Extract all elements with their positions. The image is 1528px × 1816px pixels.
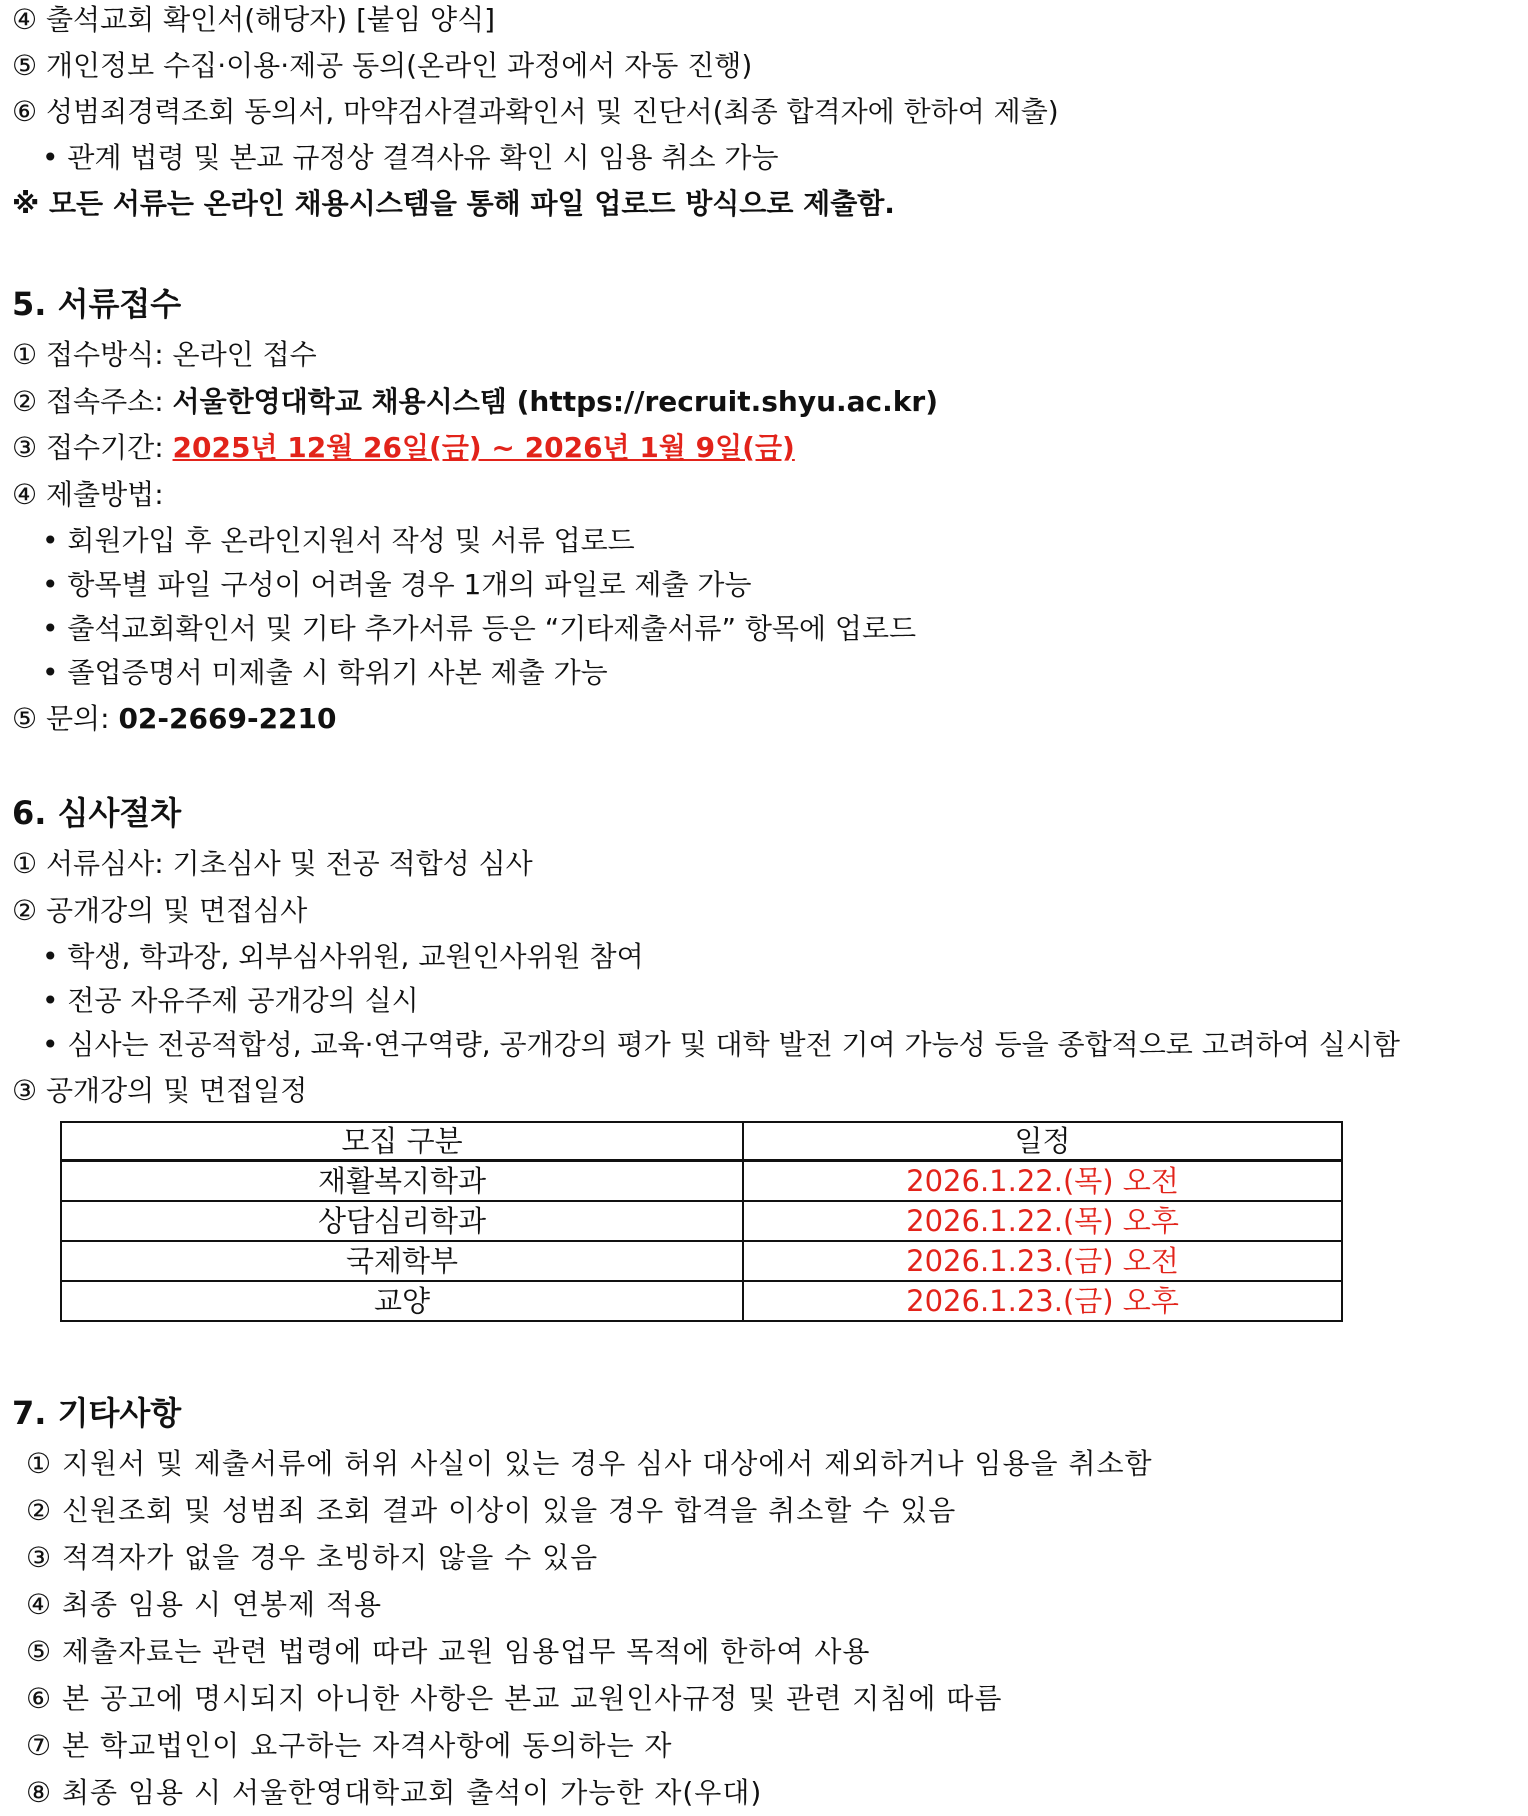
- sec5-item-4: ④ 제출방법:: [12, 478, 164, 511]
- table-cell-department: 재활복지학과: [61, 1161, 743, 1202]
- sec5-item-3-label: ③ 접수기간:: [12, 431, 173, 464]
- required-doc-bullet: • 관계 법령 및 본교 규정상 결격사유 확인 시 임용 취소 가능: [42, 141, 779, 174]
- interview-schedule-table: [60, 1121, 1343, 1322]
- sec5-item-2-label: ② 접속주소:: [12, 385, 173, 418]
- table-cell-date: 2026.1.22.(목) 오전: [743, 1161, 1342, 1202]
- required-doc-item-5: ⑤ 개인정보 수집·이용·제공 동의(온라인 과정에서 자동 진행): [12, 49, 753, 82]
- table-cell-date: 2026.1.22.(목) 오후: [743, 1201, 1342, 1241]
- sec7-item-7: ⑦ 본 학교법인이 요구하는 자격사항에 동의하는 자: [26, 1729, 673, 1762]
- sec6-item-3: ③ 공개강의 및 면접일정: [12, 1074, 308, 1107]
- sec7-item-4: ④ 최종 임용 시 연봉제 적용: [26, 1588, 383, 1621]
- sec6-item-1: ① 서류심사: 기초심사 및 전공 적합성 심사: [12, 847, 533, 880]
- section-7-heading: 7. 기타사항: [12, 1394, 182, 1432]
- required-doc-item-4: ④ 출석교회 확인서(해당자) [붙임 양식]: [12, 3, 496, 36]
- sec6-bullet-2: • 전공 자유주제 공개강의 실시: [42, 984, 419, 1017]
- sec5-bullet-4: • 졸업증명서 미제출 시 학위기 사본 제출 가능: [42, 656, 608, 689]
- sec5-bullet-3: • 출석교회확인서 및 기타 추가서류 등은 “기타제출서류” 항목에 업로드: [42, 612, 917, 645]
- table-cell-department: 상담심리학과: [61, 1201, 743, 1241]
- upload-note: ※ 모든 서류는 온라인 채용시스템을 통해 파일 업로드 방식으로 제출함.: [12, 187, 895, 220]
- table-row: [61, 1241, 1342, 1281]
- section-5-heading: 5. 서류접수: [12, 285, 182, 323]
- sec6-bullet-1: • 학생, 학과장, 외부심사위원, 교원인사위원 참여: [42, 940, 644, 973]
- table-cell-date: 2026.1.23.(금) 오전: [743, 1241, 1342, 1281]
- sec7-item-6: ⑥ 본 공고에 명시되지 아니한 사항은 본교 교원인사규정 및 관련 지침에 따름: [26, 1682, 1003, 1715]
- sec7-item-8: ⑧ 최종 임용 시 서울한영대학교회 출석이 가능한 자(우대): [26, 1776, 763, 1809]
- recruit-system-url: 서울한영대학교 채용시스템 (https://recruit.shyu.ac.kr): [172, 385, 938, 418]
- sec5-bullet-1: • 회원가입 후 온라인지원서 작성 및 서류 업로드: [42, 524, 635, 557]
- sec7-item-3: ③ 적격자가 없을 경우 초빙하지 않을 수 있음: [26, 1541, 599, 1574]
- sec7-item-5: ⑤ 제출자료는 관련 법령에 따라 교원 임용업무 목적에 한하여 사용: [26, 1635, 871, 1668]
- table-header-row: [61, 1122, 1342, 1161]
- sec7-item-1: ① 지원서 및 제출서류에 허위 사실이 있는 경우 심사 대상에서 제외하거나 임용을 취소함: [26, 1447, 1153, 1480]
- table-header-category: 모집 구분: [61, 1122, 743, 1161]
- contact-phone: 02-2669-2210: [118, 702, 337, 735]
- sec5-item-5: [12, 701, 337, 737]
- table-cell-department: 교양: [61, 1281, 743, 1321]
- table-row: [61, 1161, 1342, 1202]
- sec6-item-2: ② 공개강의 및 면접심사: [12, 894, 308, 927]
- table-row: [61, 1201, 1342, 1241]
- sec5-bullet-2: • 항목별 파일 구성이 어려울 경우 1개의 파일로 제출 가능: [42, 568, 752, 601]
- section-6-heading: 6. 심사절차: [12, 794, 182, 832]
- sec5-item-3: [12, 430, 795, 466]
- table-row: [61, 1281, 1342, 1321]
- sec7-item-2: ② 신원조회 및 성범죄 조회 결과 이상이 있을 경우 합격을 취소할 수 있음: [26, 1494, 957, 1527]
- table-cell-department: 국제학부: [61, 1241, 743, 1281]
- application-period: 2025년 12월 26일(금) ~ 2026년 1월 9일(금): [172, 431, 795, 464]
- table-header-schedule: 일정: [743, 1122, 1342, 1161]
- sec5-item-1: ① 접수방식: 온라인 접수: [12, 338, 317, 371]
- sec5-item-2: [12, 384, 938, 420]
- sec6-bullet-3: • 심사는 전공적합성, 교육·연구역량, 공개강의 평가 및 대학 발전 기여 가능성 등을 종합적으로 고려하여 실시함: [42, 1028, 1400, 1061]
- table-cell-date: 2026.1.23.(금) 오후: [743, 1281, 1342, 1321]
- required-doc-item-6: ⑥ 성범죄경력조회 동의서, 마약검사결과확인서 및 진단서(최종 합격자에 한하여 제출): [12, 95, 1059, 128]
- sec5-item-5-label: ⑤ 문의:: [12, 702, 119, 735]
